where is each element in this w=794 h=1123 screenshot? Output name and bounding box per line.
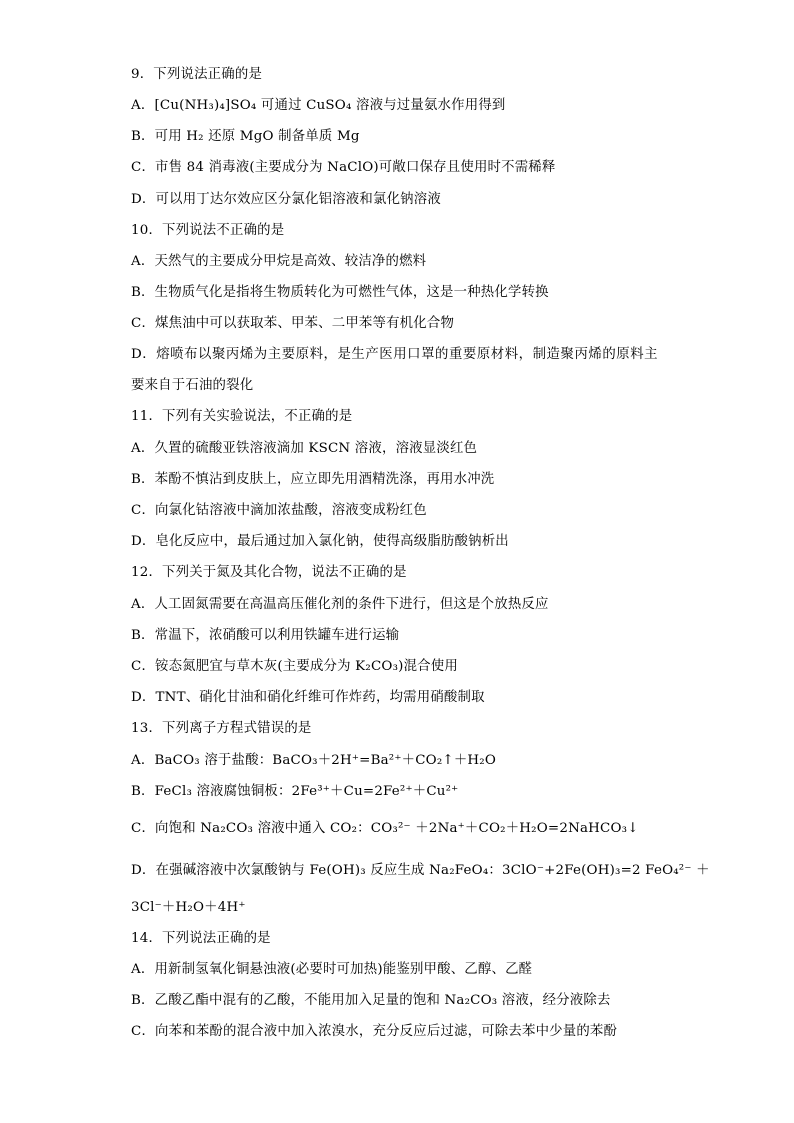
question-13-option-b: B．FeCl₃ 溶液腐蚀铜板：2Fe³⁺＋Cu=2Fe²⁺＋Cu²⁺ (131, 784, 459, 799)
question-10-option-c: C．煤焦油中可以获取苯、甲苯、二甲苯等有机化合物 (131, 316, 455, 331)
question-12-option-b: B．常温下，浓硝酸可以利用铁罐车进行运输 (131, 628, 400, 643)
question-14-option-c: C．向苯和苯酚的混合液中加入浓溴水，充分反应后过滤，可除去苯中少量的苯酚 (131, 1024, 618, 1039)
question-11-option-a: A．久置的硫酸亚铁溶液滴加 KSCN 溶液，溶液显淡红色 (131, 441, 478, 456)
question-9-option-b: B．可用 H₂ 还原 MgO 制备单质 Mg (131, 129, 360, 144)
question-11-option-b: B．苯酚不慎沾到皮肤上，应立即先用酒精洗涤，再用水冲洗 (131, 472, 495, 487)
question-11-option-d: D．皂化反应中，最后通过加入氯化钠，使得高级脂肪酸钠析出 (131, 534, 509, 549)
question-13-option-a: A．BaCO₃ 溶于盐酸：BaCO₃＋2H⁺=Ba²⁺＋CO₂↑＋H₂O (131, 753, 497, 768)
question-11-option-c: C．向氯化钴溶液中滴加浓盐酸，溶液变成粉红色 (131, 503, 427, 518)
question-14-option-b: B．乙酸乙酯中混有的乙酸，不能用加入足量的饱和 Na₂CO₃ 溶液，经分液除去 (131, 993, 611, 1008)
question-11-stem: 11．下列有关实验说法，不正确的是 (131, 409, 353, 424)
question-12-option-a: A．人工固氮需要在高温高压催化剂的条件下进行，但这是个放热反应 (131, 597, 549, 612)
question-13-option-c: C．向饱和 Na₂CO₃ 溶液中通入 CO₂：CO₃²⁻ ＋2Na⁺＋CO₂＋H₂O=2NaHCO₃↓ (131, 821, 639, 836)
question-14-option-a: A．用新制氢氧化铜悬浊液(必要时可加热)能鉴别甲酸、乙醇、乙醛 (131, 962, 533, 977)
question-13-stem: 13．下列离子方程式错误的是 (131, 721, 312, 736)
question-12-option-d: D．TNT、硝化甘油和硝化纤维可作炸药，均需用硝酸制取 (131, 690, 485, 705)
question-13-option-d-continued: 3Cl⁻＋H₂O＋4H⁺ (131, 900, 246, 915)
question-10-option-d-continued: 要来自于石油的裂化 (131, 378, 254, 393)
question-12-stem: 12．下列关于氮及其化合物，说法不正确的是 (131, 565, 407, 580)
question-13-option-d: D．在强碱溶液中次氯酸钠与 Fe(OH)₃ 反应生成 Na₂FeO₄：3ClO⁻+2Fe(OH)₃=2 FeO₄²⁻ ＋ (131, 863, 710, 878)
question-10-option-b: B．生物质气化是指将生物质转化为可燃性气体，这是一种热化学转换 (131, 285, 549, 300)
question-14-stem: 14．下列说法正确的是 (131, 931, 271, 946)
question-9-option-a: A．[Cu(NH₃)₄]SO₄ 可通过 CuSO₄ 溶液与过量氨水作用得到 (131, 98, 506, 113)
question-9-stem: 9．下列说法正确的是 (131, 67, 263, 82)
question-9-option-c: C．市售 84 消毒液(主要成分为 NaClO)可敞口保存且使用时不需稀释 (131, 160, 556, 175)
question-10-option-a: A．天然气的主要成分甲烷是高效、较洁净的燃料 (131, 254, 427, 269)
question-10-option-d: D．熔喷布以聚丙烯为主要原料，是生产医用口罩的重要原材料，制造聚丙烯的原料主 (131, 347, 659, 362)
question-12-option-c: C．铵态氮肥宜与草木灰(主要成分为 K₂CO₃)混合使用 (131, 659, 458, 674)
question-9-option-d: D．可以用丁达尔效应区分氯化铝溶液和氯化钠溶液 (131, 192, 441, 207)
question-10-stem: 10．下列说法不正确的是 (131, 223, 285, 238)
